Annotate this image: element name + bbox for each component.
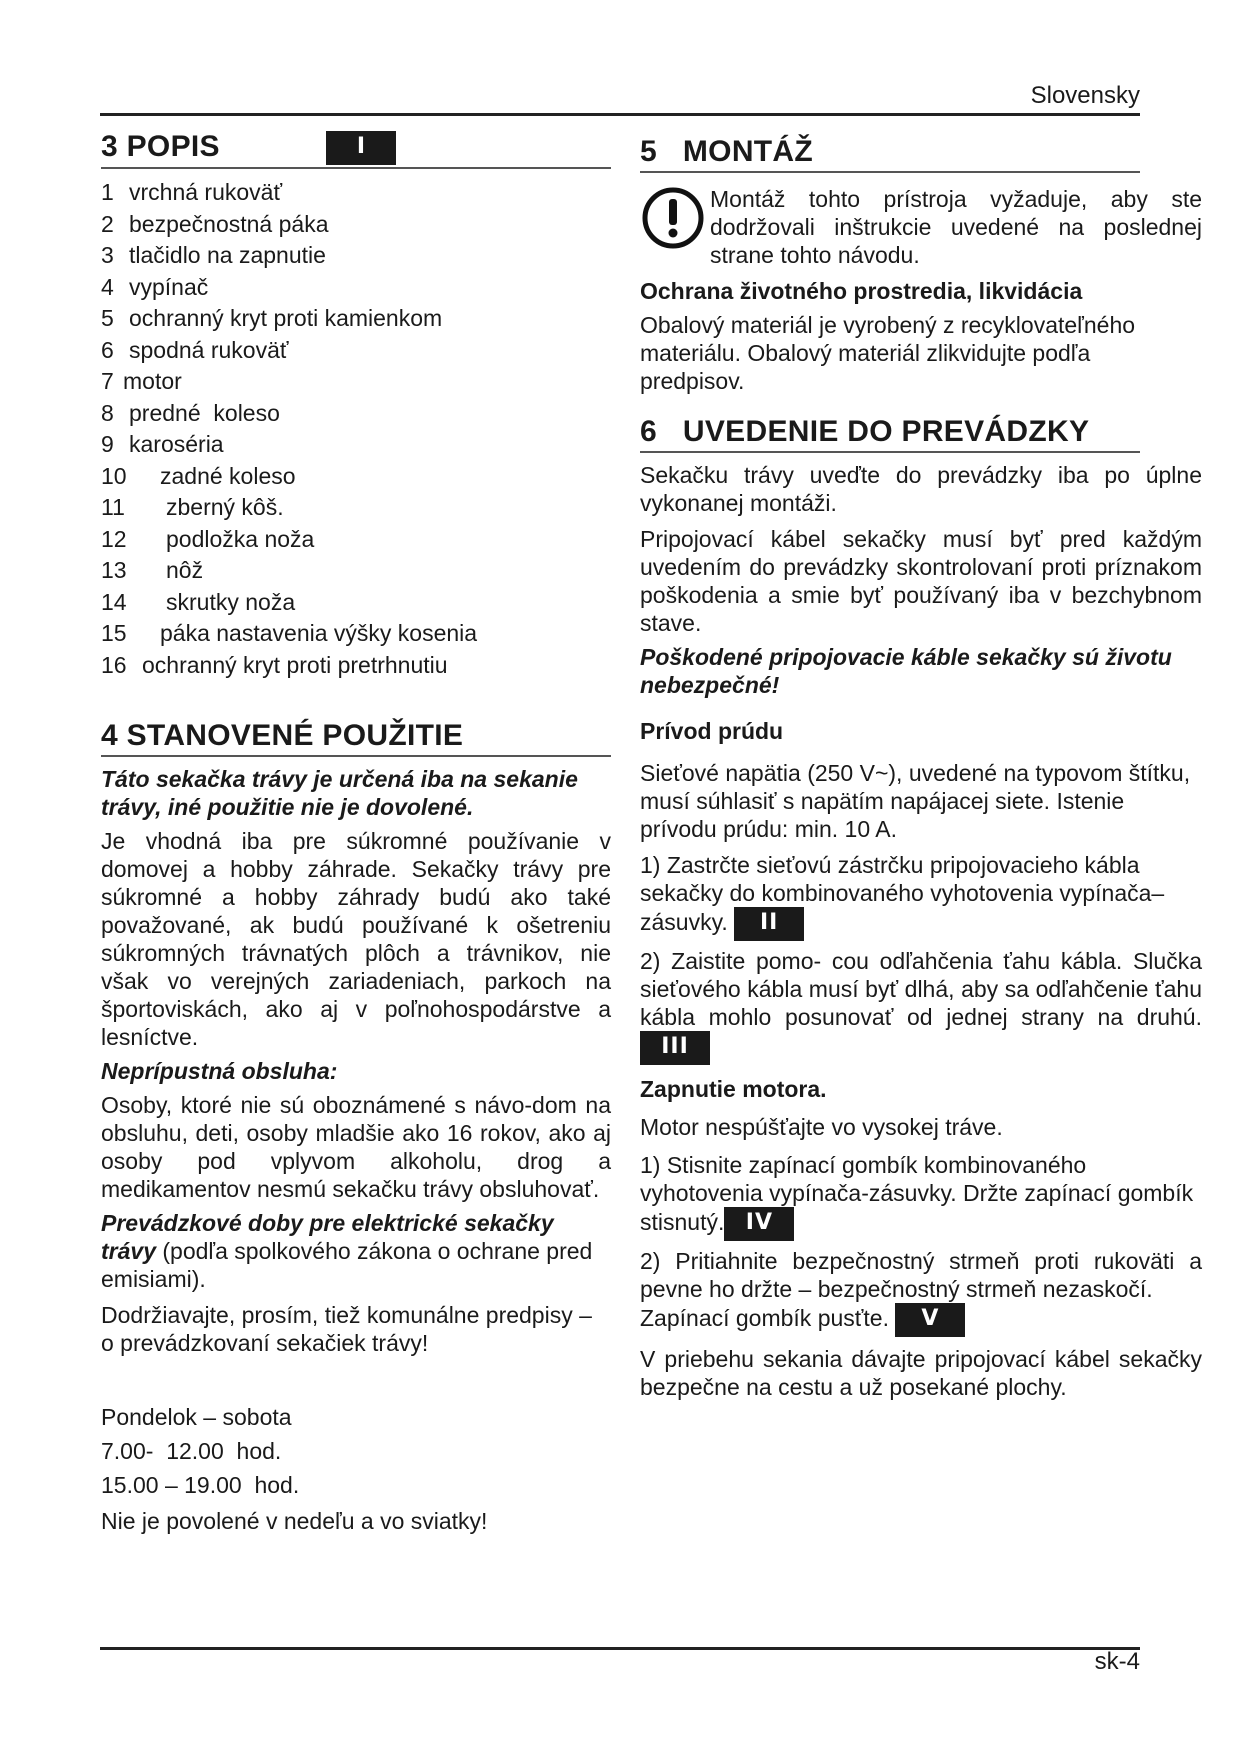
item-label: vypínač [129,273,209,300]
item-label: páka nastavenia výšky kosenia [160,620,478,647]
operating-hours-heading: Prevádzkové doby pre elektrické sekačky trávy [101,1210,554,1265]
item-number: 12 [101,525,127,552]
list-item [101,587,611,619]
section-4-rule [101,755,611,757]
section-3-title: 3 POPIS [101,130,220,163]
motor-step-1-text: 1) Stisnite zapínací gombík kombinovaného vyhotovenia vypínača-zásuvky. Držte zapínací gombík stisnutý. [640,1152,1194,1236]
section-6 [640,415,1202,1401]
item-label: karoséria [129,431,224,458]
section-3 [101,130,611,681]
days-text: Pondelok – sobota [101,1404,292,1431]
item-number: 9 [101,431,114,458]
environment-heading: Ochrana životného prostredia, likvidácia [640,278,1083,304]
intended-use-text: Je vhodná iba pre súkromné používanie v domovej a hobby záhrade. Sekačky trávy pre súkromné a hobby záhrady budú ako také považované, ak budú používané k ošetreniu súkromných trávnatých plôch a trávnikov, nie však vo verejných zariadeniach, parkoch na športoviskách, ako aj v poľnohospodárstve a lesníctve. [101,828,611,1051]
connect-step-2 [640,947,1202,1065]
item-number: 3 [101,242,114,269]
environment-text: Obalový materiál je vyrobený z recyklovateľného materiálu. Obalový materiál zlikvidujte podľa predpisov. [640,312,1136,394]
figure-badge-ii: II [734,907,804,941]
list-item [101,429,611,461]
connect-step-2-text: 2) Zaistite pomo- cou odľahčenia ťahu kábla. Slučka sieťového kábla musí byť dlhá, aby sa odľahčenie ťahu kábla mohlo posunovať od jednej strany na druhú. [640,948,1202,1030]
item-label: ochranný kryt proti kamienkom [129,305,443,332]
item-number: 16 [101,651,127,678]
section-4 [101,719,611,1535]
power-supply-heading: Prívod prúdu [640,718,784,744]
danger-warning: Poškodené pripojovacie káble sekačky sú životu nebezpečné! [640,644,1172,698]
section-5-title: 5 MONTÁŽ [640,135,813,168]
list-item [101,398,611,430]
item-number: 5 [101,305,114,332]
item-number: 15 [101,620,127,647]
cable-handling-text: V priebehu sekania dávajte pripojovací kábel sekačky bezpečne na cestu a už posekané plochy. [640,1346,1202,1400]
left-column [101,130,611,1535]
item-number: 7 [101,368,114,395]
language-label: Slovensky [1030,82,1140,109]
power-supply-text: Sieťové napätia (250 V~), uvedené na typovom štítku, musí súhlasiť s napätím napájacej siete. Istenie prívodu prúdu: min. 10 A. [640,760,1191,842]
intended-use-statement: Táto sekačka trávy je určená iba na sekanie trávy, iné použitie nie je dovolené. [101,766,578,821]
release-text: Zapínací gombík pusťte. [640,1305,889,1332]
item-label: zadné koleso [160,462,296,489]
motor-start-note: Motor nespúšťajte vo vysokej tráve. [640,1114,1003,1140]
list-item [101,461,611,493]
operating-hours-text: (podľa spolkového zákona o ochrane pred emisiami). [101,1238,593,1293]
section-3-heading [101,130,611,165]
section-6-rule [640,451,1140,453]
assembly-warning [640,185,1202,269]
parts-list [101,177,611,681]
item-number: 8 [101,399,114,426]
forbidden-text: Osoby, ktoré nie sú oboznámené s návo-dom na obsluhu, deti, osoby mladšie ako 16 rokov, ako aj osoby pod vplyvom alkoholu, drog a medikamentov nesmú sekačku trávy obsluhovať. [101,1092,611,1203]
figure-badge-i: I [326,131,396,165]
list-item [101,524,611,556]
item-label: spodná rukoväť [129,336,289,363]
list-item [101,555,611,587]
item-number: 14 [101,588,127,615]
section-6-title: 6 UVEDENIE DO PREVÁDZKY [640,415,1090,448]
assembly-warning-text: Montáž tohto prístroja vyžaduje, aby ste dodržovali inštrukcie uvedené na poslednej strane tohto návodu. [710,186,1202,268]
list-item [101,209,611,241]
item-label: bezpečnostná páka [129,210,329,237]
figure-badge-iv: IV [724,1207,794,1241]
list-item [101,492,611,524]
item-number: 10 [101,462,127,489]
list-item [101,240,611,272]
item-label: nôž [166,557,204,584]
list-item [101,335,611,367]
list-item [101,177,611,209]
item-number: 13 [101,557,127,584]
item-label: skrutky noža [166,588,296,615]
item-label: zberný kôš. [166,494,284,521]
regulations-text: Dodržiavajte, prosím, tiež komunálne predpisy – o prevádzkovaní sekačiek trávy! [101,1302,592,1357]
time-slot-1: 7.00- 12.00 hod. [101,1438,282,1465]
cable-check-text: Pripojovací kábel sekačky musí byť pred každým uvedením do prevádzky skontrolovaní proti príznakom poškodenia a smie byť používaný iba v bezchybnom stave. [640,526,1202,636]
item-number: 1 [101,179,114,206]
page-number: sk-4 [1094,1648,1140,1675]
item-number: 2 [101,210,114,237]
release-step [640,1303,1202,1337]
top-divider [100,113,1140,116]
list-item [101,272,611,304]
item-number: 4 [101,273,114,300]
list-item [101,303,611,335]
section-4-title: 4 STANOVENÉ POUŽITIE [101,719,464,753]
section-5-rule [640,171,1140,173]
motor-start-heading: Zapnutie motora. [640,1076,827,1102]
item-label: vrchná rukoväť [129,179,283,206]
commissioning-text: Sekačku trávy uveďte do prevádzky iba po úplne vykonanej montáži. [640,462,1202,516]
warning-icon [640,185,706,251]
list-item [101,650,611,682]
motor-step-2: 2) Pritiahnite bezpečnostný strmeň proti rukoväti a pevne ho držte – bezpečnostný strmeň nezaskočí. [640,1248,1202,1302]
item-label: ochranný kryt proti pretrhnutiu [142,651,448,678]
operating-hours-note [101,1209,611,1293]
not-allowed-text: Nie je povolené v nedeľu a vo sviatky! [101,1508,488,1535]
item-label: tlačidlo na zapnutie [129,242,326,269]
item-number: 6 [101,336,114,363]
forbidden-heading: Neprípustná obsluha: [101,1058,338,1085]
right-column [640,135,1202,1401]
connect-step-1 [640,851,1202,941]
item-label: motor [123,368,182,395]
item-number: 11 [101,494,125,521]
figure-badge-v: V [895,1303,965,1337]
connect-step-1-text: 1) Zastrčte sieťovú zástrčku pripojovacieho kábla sekačky do kombinovaného vyhotovenia vypínača–zásuvky. [640,852,1165,936]
section-5 [640,135,1202,395]
item-label: predné koleso [129,399,280,426]
section-3-rule [101,167,611,169]
figure-badge-iii: III [640,1031,710,1065]
bottom-divider [100,1647,1140,1650]
item-label: podložka noža [166,525,315,552]
time-slot-2: 15.00 – 19.00 hod. [101,1472,300,1499]
list-item [101,366,611,398]
list-item [101,618,611,650]
motor-step-1 [640,1151,1202,1241]
